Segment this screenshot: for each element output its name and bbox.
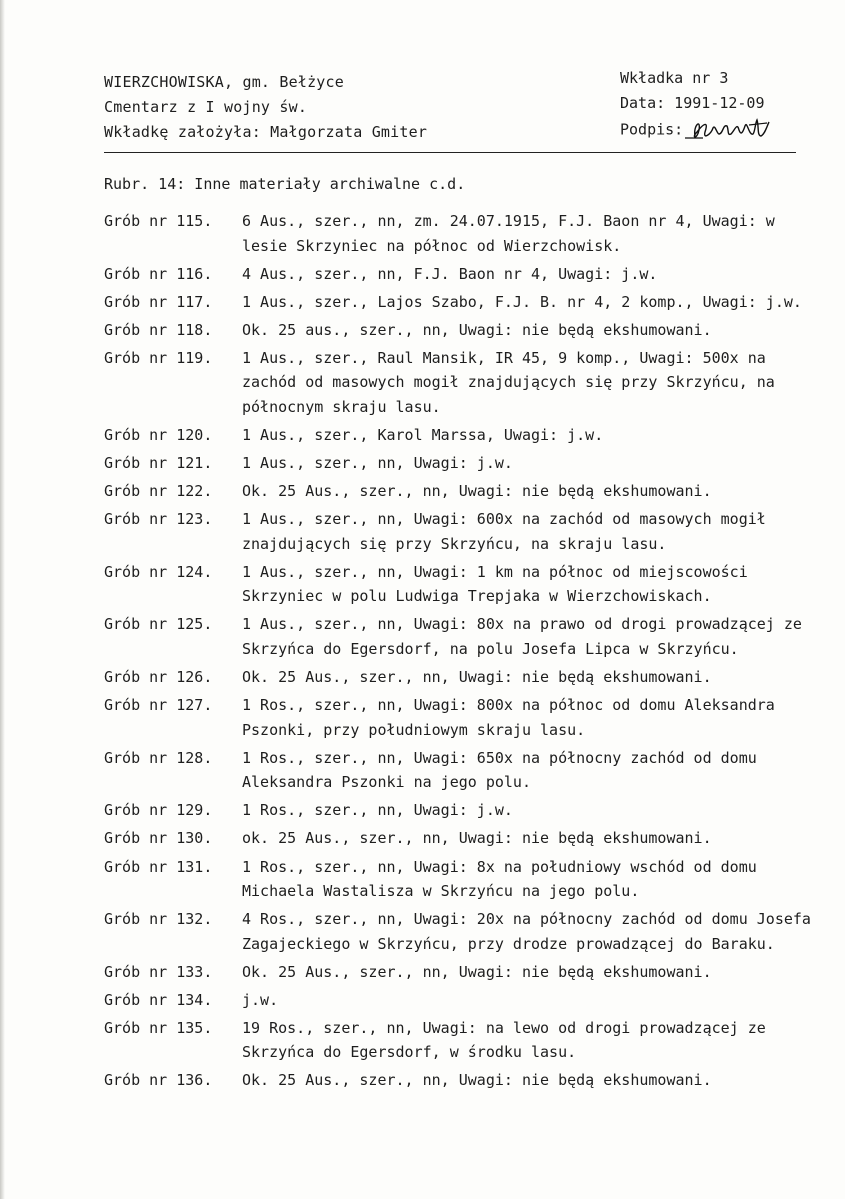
handwritten-signature xyxy=(683,116,773,144)
grave-number: Grób nr 132. xyxy=(104,910,213,929)
grave-description: Ok. 25 Aus., szer., nn, Uwagi: nie będą ekshumowani. xyxy=(242,1071,712,1090)
grave-number: Grób nr 126. xyxy=(104,668,213,687)
grave-number: Grób nr 115. xyxy=(104,212,213,230)
signature-label: Podpis: xyxy=(620,120,684,139)
header-left xyxy=(104,70,427,145)
grave-number: Grób nr 125. xyxy=(104,615,213,634)
grave-entry xyxy=(104,798,816,823)
grave-list xyxy=(104,209,816,1097)
grave-description: 4 Ros., szer., nn, Uwagi: 20x na północny zachód od domu Josefa Zagajeckiego w Skrzyńcu, przy drodze prowadzącej do Baraku. xyxy=(242,910,811,953)
grave-entry xyxy=(104,960,816,985)
location-line: WIERZCHOWISKA, gm. Bełżyce xyxy=(104,73,344,91)
grave-number: Grób nr 123. xyxy=(104,510,213,529)
grave-entry xyxy=(104,855,816,904)
grave-entry xyxy=(104,423,816,448)
cemetery-line: Cmentarz z I wojny św. xyxy=(104,98,308,116)
grave-description: ok. 25 Aus., szer., nn, Uwagi: nie będą ekshumowani. xyxy=(242,829,712,848)
grave-description: Ok. 25 Aus., szer., nn, Uwagi: nie będą ekshumowani. xyxy=(242,962,712,981)
grave-number: Grób nr 131. xyxy=(104,857,213,876)
grave-description: 1 Ros., szer., nn, Uwagi: j.w. xyxy=(242,801,513,820)
grave-number: Grób nr 130. xyxy=(104,829,213,848)
grave-description: 6 Aus., szer., nn, zm. 24.07.1915, F.J. Baon nr 4, Uwagi: w lesie Skrzyniec na północ od Wierzchowisk. xyxy=(242,212,775,255)
grave-entry xyxy=(104,665,816,690)
section-title: Rubr. 14: Inne materiały archiwalne c.d. xyxy=(104,175,466,193)
grave-description: 1 Aus., szer., nn, Uwagi: 1 km na północ od miejscowości Skrzyniec w polu Ludwiga Trepjaka w Wierzchowiskach. xyxy=(242,562,748,606)
grave-number: Grób nr 120. xyxy=(104,425,213,444)
insert-number: Wkładka nr 3 xyxy=(620,69,729,87)
grave-number: Grób nr 121. xyxy=(104,454,213,473)
grave-description: Ok. 25 Aus., szer., nn, Uwagi: nie będą ekshumowani. xyxy=(242,668,712,687)
grave-entry xyxy=(104,479,816,504)
grave-description: 1 Aus., szer., nn, Uwagi: j.w. xyxy=(242,454,513,473)
author-line: Wkładkę założyła: Małgorzata Gmiter xyxy=(104,123,428,141)
grave-entry xyxy=(104,346,816,420)
grave-number: Grób nr 129. xyxy=(104,801,213,820)
grave-description: 1 Aus., szer., Lajos Szabo, F.J. B. nr 4, 2 komp., Uwagi: j.w. xyxy=(242,292,802,311)
header-right xyxy=(620,66,773,144)
header-divider xyxy=(104,152,796,153)
grave-entry xyxy=(104,746,816,795)
scan-edge xyxy=(0,0,5,1199)
grave-entry xyxy=(104,209,816,258)
grave-number: Grób nr 128. xyxy=(104,748,213,767)
grave-entry xyxy=(104,693,816,742)
grave-number: Grób nr 127. xyxy=(104,696,213,715)
grave-description: 1 Aus., szer., Raul Mansik, IR 45, 9 komp., Uwagi: 500x na zachód od masowych mogił znajdujących się przy Skrzyńcu, na północnym skraju lasu. xyxy=(242,348,775,416)
grave-entry xyxy=(104,1016,816,1065)
grave-number: Grób nr 118. xyxy=(104,320,213,339)
grave-entry xyxy=(104,826,816,851)
grave-description: 1 Ros., szer., nn, Uwagi: 650x na północny zachód od domu Aleksandra Pszonki na jego polu. xyxy=(242,748,757,792)
grave-description: 1 Aus., szer., Karol Marssa, Uwagi: j.w. xyxy=(242,425,604,444)
grave-entry xyxy=(104,560,816,609)
grave-description: 1 Aus., szer., nn, Uwagi: 600x na zachód od masowych mogił znajdujących się przy Skrzyńcu, na skraju lasu. xyxy=(242,510,766,553)
grave-description: 1 Ros., szer., nn, Uwagi: 800x na północ od domu Aleksandra Pszonki, przy południowym skraju lasu. xyxy=(242,696,775,739)
grave-number: Grób nr 134. xyxy=(104,990,213,1009)
signature-row xyxy=(620,116,773,144)
grave-number: Grób nr 136. xyxy=(104,1071,213,1090)
grave-number: Grób nr 116. xyxy=(104,264,213,283)
grave-number: Grób nr 117. xyxy=(104,292,213,311)
grave-entry xyxy=(104,451,816,476)
grave-description: 1 Ros., szer., nn, Uwagi: 8x na południowy wschód od domu Michaela Wastalisza w Skrzyńcu na jego polu. xyxy=(242,857,757,900)
date-line: Data: 1991-12-09 xyxy=(620,94,765,112)
grave-entry xyxy=(104,318,816,343)
grave-entry xyxy=(104,262,816,287)
grave-entry xyxy=(104,290,816,315)
grave-number: Grób nr 124. xyxy=(104,562,213,581)
grave-number: Grób nr 135. xyxy=(104,1018,213,1037)
grave-description: 19 Ros., szer., nn, Uwagi: na lewo od drogi prowadzącej ze Skrzyńca do Egersdorf, w środku lasu. xyxy=(242,1018,766,1062)
grave-entry xyxy=(104,612,816,661)
grave-description: Ok. 25 aus., szer., nn, Uwagi: nie będą ekshumowani. xyxy=(242,320,712,339)
grave-entry xyxy=(104,988,816,1013)
grave-description: 1 Aus., szer., nn, Uwagi: 80x na prawo od drogi prowadzącej ze Skrzyńca do Egersdorf, na polu Josefa Lipca w Skrzyńcu. xyxy=(242,615,802,658)
grave-number: Grób nr 133. xyxy=(104,962,213,981)
grave-number: Grób nr 122. xyxy=(104,482,213,501)
grave-description: Ok. 25 Aus., szer., nn, Uwagi: nie będą ekshumowani. xyxy=(242,482,712,501)
grave-description: j.w. xyxy=(242,990,279,1009)
grave-description: 4 Aus., szer., nn, F.J. Baon nr 4, Uwagi: j.w. xyxy=(242,264,658,283)
grave-number: Grób nr 119. xyxy=(104,348,213,367)
grave-entry xyxy=(104,1068,816,1093)
grave-entry xyxy=(104,507,816,556)
grave-entry xyxy=(104,907,816,956)
